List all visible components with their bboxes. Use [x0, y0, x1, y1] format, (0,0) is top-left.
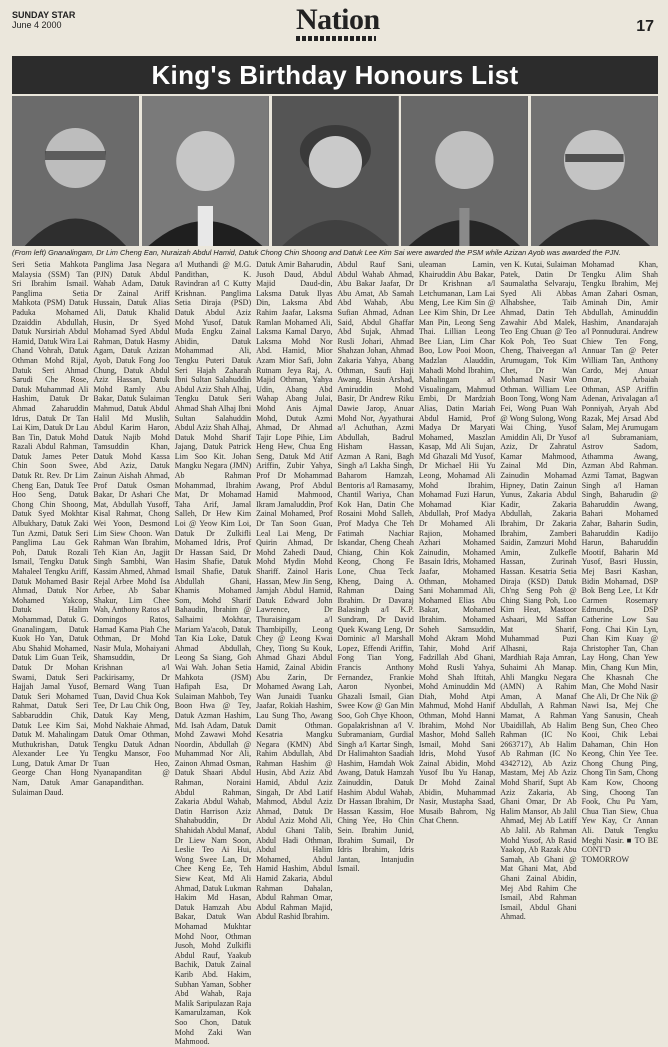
page-number: 17	[636, 18, 654, 35]
portrait-photo	[272, 96, 399, 246]
photo-caption: (From left) Gnanalingam, Dr Lim Cheng Ean, Nuraizah Abdul Hamid, Datuk Chong Chin Shoong and Datuk Lee Kim Sai were awarded the PSM while Azizan Ayob was awarded the PJN.	[12, 248, 621, 257]
portrait-photo	[142, 96, 269, 246]
paper-date	[12, 10, 75, 30]
headline: King's Birthday Honours List	[151, 59, 519, 90]
page-header	[0, 0, 668, 52]
issue-date: June 4 2000	[12, 20, 62, 30]
text-column: Seri Setia Mahkota Malaysia (SSM) Tan Sri Ibrahim Ismail. Panglima Setia Mahkota (PSM) Datuk Paduka Mohamed Dzaiddin Abdullah, Datuk Nursiriah Abdul Hamid, Datuk Wira Lai Chand Vohrah, Datuk Othman Mohd Rijal, Datuk Seri Ahmad Sarudi Che Rose, Datuk Muhammad Ali Hashim, Datuk Dr Ahmad Zaharuddin Idrus, Datuk Dr Tan Lai Kim, Datuk Dr Lau Ban Tin, Datuk Mohd Razali Abdul Rahman, Datuk James Peter Chin Soon Swee, Datuk Rt. Rev. Dr Lim Cheng Ean, Datuk Tee Hoo Seng, Datuk Chong Chin Shoong, Datuk Syed Mokhtar Albukhary, Datuk Zaki Tun Azmi, Datuk Seri Panglima Lau Gek Poh, Datuk Rozali Ismail, Tengku Datuk Mahaleel Tengku Ariff, Datuk Mohamed Basir Ahmad, Datuk Nor Mohamed Yakcop, Datuk Halim Mohammad, Datuk G. Gnanalingam, Datuk Kuok Ho Yan, Datuk Abu Shahid Mohamed, Datuk Lim Guan Teik, Datuk Dr Mohan Swami, Datuk Seri Hajjah Jamal Yusof, Datuk Seri Mohamed Rahmat, Datuk Seri Sabbaruddin Chik, Datuk Lee Kim Sai, Datuk M. Mahalingam Muthukrishan, Datuk Alexander Lee Yu Lung, Datuk Amar Dr George Chan Hong Nam, Datuk Amar Sulaiman Daud.	[12, 260, 89, 797]
text-column: uleaman Lamin, Khairuddin Abu Bakar, Dr Krishnan a/l Letchumanan, Lam Lai Meng, Lee Kim Sin @ Lee Kim Shin, Dr Lee Man Pin, Leong Seng Thai. Lillian Leong Bee Lian, Lim Char Boo, Low Pooi Moon, Madzlan Alauddin, Mahadi Mohd Ibrahim, Mahalingam a/l Visualingam, Mahmud Embi, Dr Mardziah Alias, Datin Mariah Abdul Hamid, Prof Madya Dr Maryati Mohamed, Maszlan Kasap, Md Ali Sujan, Md Ghazali Md Yusof, Dr Michael Hii Yu Leong, Mohamad Ali Mohd Ibrahim, Mohamad Fuzi Harun, Mohamad Kiar Abdullah, Prof Madya Dr Mohamed Ali Rajion, Mohamed Azhari Mohamed Zainudin, Mohamed Basain Idris, Mohamed Jaafar, Mohamed Othman, Mohamed Sani Mohammad Ali, Mohamed Elias Abu Bakar, Mohamed Ibrahim. Mohamed Soheh Samsuddin, Mohd Akram Mohd Tahir, Mohd Arif Fadzillah Abd Ghani, Mohd Rusli Yahya, Mohd Shah Iftitah, Mohd Aminuddin Md Diah, Mohd Atpi Mahmud, Mohd Hanif Othman, Mohd Hanni Ibrahim, Mohd Nor Mashor, Mohd Salleh Ismail, Mohd Sani Idris, Mohd Yusof Zainal Abidin, Mohd Yusof Ibu Yu Hanap, Dr Mohd Zainal Abidin, Muhammad Nasir, Mustapha Saad, Musaib Bahrom, Ng Chat Chenn.	[418, 260, 496, 826]
portrait-photo	[531, 96, 658, 246]
text-column: Datuk Amir Baharudin, Jusoh Daud, Abdul Majid Daud-din, Laksma Datuk Ilyas Din, Laksma Abd Rahim Jaafar, Laksma Ramlan Mohamed Ali, Laksma Kamal Daryo, Laksma Mohd Nor Abd. Hamid, Mior Azam Mior Safi, John Rutnam Jeya Raj, A. Majid Othman, Yahya Udin, Abang Abd Wahap Abang Julai, Mohd Anis Ajmal Mohd, Dutuk Azmi Ahmad, Dr Ahmad Tajir Lope Pihie, Lim Heng Hew, Chua Eng Seng, Datuk Md Atif Ariffin, Zubir Yahya, Prof Dr Mohammad Awang, Prof Abdul Hamid Mahmood, Ikram Jamaluddin, Prof Zainal Mohamed, Prof Dr Tan Soon Guan, Leal Lai Meng, Dr Quirin Ahmad, Dr Mohd Zahedi Daud, Mohd Mydin Mohd Shariff. Zainol Haris Hassan, Mew Jin Seng, Jamjah Abdul Hamid, Datuk Edward John Lawrence, Dr Thuraisingam a/l Thambipilly, Leong Chey @ Leong Kwai Chey, Tiong Su Kouk, Ahmad Ghazi Abdul Hamid, Zainal Abidin Abu Zarin, Dr Mohamed Awang Lah, Wan Junaidi Tuanku Jaafar, Rokiah Hashim, Lau Sung Tho, Awang Damit Othman. Kesatria Mangku Negara (KMN) Abd Rahim Abdullah, Abd Rahman Hashim @ Husin, Abd Aziz Abd Hamid, Abdul Aziz Singah, Dr Abd Latif Mahmod, Abdul Aziz Ahmad, Datuk Dr Abdul Aziz Mohd Ali, Abdul Ghani Talib, Abdul Hadi Othman, Abdul Halim Mohamed, Abdul Hamid Hashim, Abdul Hamid Zakaria, Abdul Rahman Dahalan, Abdul Rahman Omar, Abdul Rahman Majid, Abdul Rashid Ibrahim.	[256, 260, 333, 922]
photo-strip	[12, 96, 658, 246]
headline-banner	[12, 56, 658, 94]
article-body	[12, 260, 658, 1047]
text-column: Abdul Rauf Sani, Abdul Wahab Ahmad, Abu Bakar Jaafar, Dr Abu Amat, Ab Samah Abd Wahab, Abu Sufian Ahmad, Adnan Said, Abdul Ghaffar Abd Sujak, Ahmad Rusli Johari, Ahmad Shahzan Johan, Ahmad Zakaria Yahya, Abang Othman, Saufi Haji Awang. Husin Arshad, Amiruddin Mohd Basir, Dr Andrew Riku Dawie Jarop, Anuar Mohd Nor, Ayyathurai a/l Achuthan, Azmi Abdullah, Badrul Hisham Hassan, Azman A Rani, Bagh Singh a/l Lakha Singh, Baharom Hamzah, Bentoris a/l Ramasamy, Chantil Wariya, Chan Kok Han, Datin Che Rosaini Mohd Salleh, Prof Madya Che Teh Fatimah Nachiar Iskandar, Cheng Cheah Chiang, Chin Kok Keong, Chong Fe Lone, Chua Teck Kheng, Daing A. Rahman Daing Ibrahim. Dr Davaraj Balasingh a/l K.P. Sundram, Dr David Quek Kwang Leng, Dr Dominic a/l Marshall Lopez, Effendi Ariffin, Fong Tian Yong, Francis Anthony Fernandez, Frankie Aaron Nyonbei, Ghazali Ismail, Gian Swee Kow @ Gan Min Soo, Goh Chye Khoon, Gopalakrishnan a/l V. Subramaniam, Gurdial Singh a/l Kartar Singh, Dr Halimahton Saadiah Hashim, Hamdah Wok Awang, Datuk Hamzah Zainuddin, Datuk Hashim Abdul Wahab, Dr Hassan Ibrahim, Dr Hassan Kassim, Hoe Ching Yee, Ho Chin Sein. Ibrahim Junid, Ibrahim Sumail, Dr Idris Ibrahim, Idris Jantan, Intanjudin Ismail.	[337, 260, 414, 874]
text-column: Panglima Jasa Negara (PJN) Datuk Abdul Wahab Adam, Datuk Dr Zainal Ariff Hussain, Datuk Alias Ali, Datuk Khalid Husin, Dr Syed Mohamad Syed Abdul Rahman, Datuk Hasmy Agam, Datuk Azizan Ayob, Datuk Fong Joo Chung, Datuk Abdul Aziz Hassan, Datuk Mohd Ramly Abu Bakar, Datuk Sulaiman Mahmud, Datuk Abdul Halil Md Muslih, Abdul Karim Haron, Datuk Najib Mohd Tamsuddin Khan, Datuk Mohd Kassa Abd Aziz, Datuk Zainun Aishah Ahmad, Prof Datuk Osman Bakar, Dr Ashari Che Mat, Abdullah Yusoff, Kisal Rahmat, Chong Wei Yoon, Desmond Lim Siew Choon. Wan Rahman Wan Ibrahim, Teh Kian An, Jagjit Singh Sambhi, Wan Kassim Ahmed, Ahmad Rejal Arbee Mohd Isa Arbee, Ab Sabar Shakur, Lim Chee Wah, Anthony Ratos a/l Domingos Ratos, Hamad Kama Piah Che Othman, Dr Mohd Nasir Mula, Mohaiyani Shamsuddin, Dr Krishnan a/l Packirisamy, Dr Bernard Wang Tuan Tuan, David Chua Kok Tee, Dr Lau Chik Ong, Datuk Kay Meng, Mohd Nakhaie Ahmad, Datuk Omar Othman, Tengku Datuk Adnan Tengku Mansor, Foo Tuan Heo, Nyanapanditan @ Ganapandithan.	[93, 260, 170, 788]
text-column: ven K. Kutai, Sulaiman Patek, Datin Dr Saumalatha Selvaraju, Syed Ali Abbas Alhabshee, Taib Ahmad, Datin Teh Zawahir Abd Malek, Teo Eng Chuan @ Teo Kok Poh, Teo Suat Cheng, Thaiveegan a/l Arumugam, Tok Kim Chet, Dr Wan Mohamad Nasir Wan Othman. William Lee Boon Tong, Wong Nam Fei, Wong Puan Wah @ Wong Sulong, Wong Wai Ching, Yusof Amiddin Ali, Dr Yusof Aziz, Dr Zahratul Kamar Mahmood, Zainal Md Din, Zainudin Mohamad Hipney, Datin Zainun Yunus, Zakaria Abdul Kadir, Zakaria Abdullah, Zakaria Ibrahim, Dr Zakaria Ibrahim, Zamberi Saidin, Zamzuri Mohd Amin, Zulkefle Hassan, Zurinah Hassan. Kesatria Setia Diraja (KSD) Datuk Ch'ng Seng Poh @ Ching Siang Poh, Loo Kim Heat, Mastoor Ashaari, Md Saffan Mat Sharif, Muhammad Puzi Alhasni, Raja Mardhiah Raja Amran, Suhaimi Ah Manap. Ahli Mangku Negara (AMN) A Rahim Aman, A Manaf Abdullah, A Rahman Mamat, A Rahman Ubaidillah, Ab Halim Rahman (IC No 2663717), Ab Halim Ab Rahman (IC No 4342712), Ab Aziz Mastam, Mej Ab Aziz Mohd Sharif, Supt Ab Aziz Zakaria, Ab Ghani Omar, Dr Ab Halim Mansor, Ab Jalil Ahmad, Mej Ab Latiff Ab Jalil. Ab Rahman Mohd Yusof, Ab Rasid Yaakop, Ab Razak Abu Samah, Ab Ghani @ Mat Ghani Mat, Abd Ghani Zainal Abidin, Mej Abd Rahim Che Ismail, Abd Rahman Ismail, Abdul Ghani Ahmad.	[500, 260, 577, 922]
text-column: Mohamad Khan, Tengku Alim Shah Tengku Ibrahim, Mej Aman Zahari Osman, Aminah Din, Amir Abdullah, Aminuddin Hashim, Anandarajah a/l Ponnudurai. Andrew Chiew Ten Fong, Annuar Tan @ Peter William Tan, Anthony Cardo, Mej Anuar Omar, Arbaiah Othman, ASP Ariffin Adenan, Arivalagan a/l Ponniyah, Aryah Abd Razak, Mej Arsad Abd Salam, Mej Arumugam a/l Subramaniam, Astrov Sadom, Athamma Awang, Azman Abd Rahman. Azmi Tamat, Bagwan Singh a/l Haman Singh, Baharudin @ Baharuddin Awang, Bahari Mohamed Zahar, Baharin Sudin, Baharuddin Kadijo Harun, Baharuddin Mootif, Baharin Md Yusof, Basri Hussin, Mej Basri Kashan, Bidin Mohamad, DSP Bok Beng Lee, Lt Kdr Carmen Rosemary Edmunds, DSP Catherine Low Sau Fong. Chai Kin Lyn, Chan Kim Kuay @ Christopher Tan, Chan Lay Hong, Chan Yew Min, Chang Kun Min, Che Khasnah Che Man, Che Mohd Nasir Che Ali, Dr Che Nik @ Nawi Isa, Mej Che Yang Sanusin, Cheah Beng Sun, Cheo Cheo Kooi, Chik Lebai Dahaman, Chin Hon Keong, Chin Yee Tee. Chong Chung Ping, Chong Tin Sam, Chong Kam Kow, Choong Sing, Choong Tan Fook, Chu Pu Yam, Chua Tian Siew, Chua Yew Kay, Cr Annan Ali. Datuk Tengku Meghi Nasir. ■ TO BE CONT'D TOMORROW	[581, 260, 658, 864]
section-title: Nation	[296, 3, 380, 36]
text-column: a/l Muthandi @ M.G. Pandithan, K. Ravindran a/l C Kutty Krishnan. Panglima Setia Diraja (PSD) Datuk Abdul Aziz Mohd Yusof, Datuk Muda Engku Zainal Abidin, Datuk Mohammad Ali, Tengku Puteri Datuk Seri Hajah Zaharah Ibni Sultan Salahuddin Abdul Aziz Shah Alhaj, Tengku Datuk Seri Ahmad Shah Alhaj Ibni Sultan Salahuddin Abdul Aziz Shah Alhaj, Datuk Mohd Sharif Jajang, Datuk Patrick Lim Soo Kit. Johan Mangku Negara (JMN) Ab Rahman Mohammad, Ibrahim Mat, Dr Mohamad Taha Arif, Jamal Salleh, Dr Hew Kim Loi @ Yeow Kim Loi, Datuk Dr Zulkifli Mohamed Idris, Prof Dr Hassan Said, Dr Hasim Shafie, Datuk Ismail Shafie, Datuk Abdullah Ghani, Khamis Mohamed Som, Mohd Sharif Bahaudin, Ibrahim @ Salhaimi Mokhtar, Mariam Ya'acob, Datuk Tan Kia Loke, Datuk Ahmad Abdullah, Leong Sa Siang, Goh Wai Wah. Johan Setia Mahkota (JSM) Hafipah Esa, Dr Sulaiman Mahbob, Tey Boon Hwa @ Tey, Datuk Azman Hashim, Md. Isah Adam, Datuk Mohd Zawawi Mohd Noordin, Abdullah @ Muhammad Nor Ali, Zainon Ahmad Osman, Datuk Shaari Abdul Rahman, Noraini Abdul Rahman, Zakaria Abdul Wahab, Datin Harrison Aziz Shahabuddin, Dr Shahidah Abdul Manaf, Dr Liew Nam Soon, Leslie Teo Ai Hui, Wong Swee Lan, Dr Chee Keng Ee, Teh Siew Keat, Md Ali Ahmad, Datuk Lukman Hakim Md Hasan, Datuk Hamzah Abu Bakar, Datuk Wan Mohamad Mukhtar Mohd Noor, Othman Jusoh, Mohd Zulkifli Abdul Rauf, Yaakub Bachik, Datuk Zainal Karib Abd. Hakim, Subhan Yaman, Sobher Abd Wahab, Raja Malik Saripulazan Raja Kamarulzaman, Kok Soo Chon, Datuk Mohd Zaki Wan Mahmood.	[174, 260, 252, 1047]
portrait-photo	[401, 96, 528, 246]
section-underline	[296, 36, 376, 41]
portrait-photo	[12, 96, 139, 246]
paper-name: SUNDAY STAR	[12, 10, 76, 20]
